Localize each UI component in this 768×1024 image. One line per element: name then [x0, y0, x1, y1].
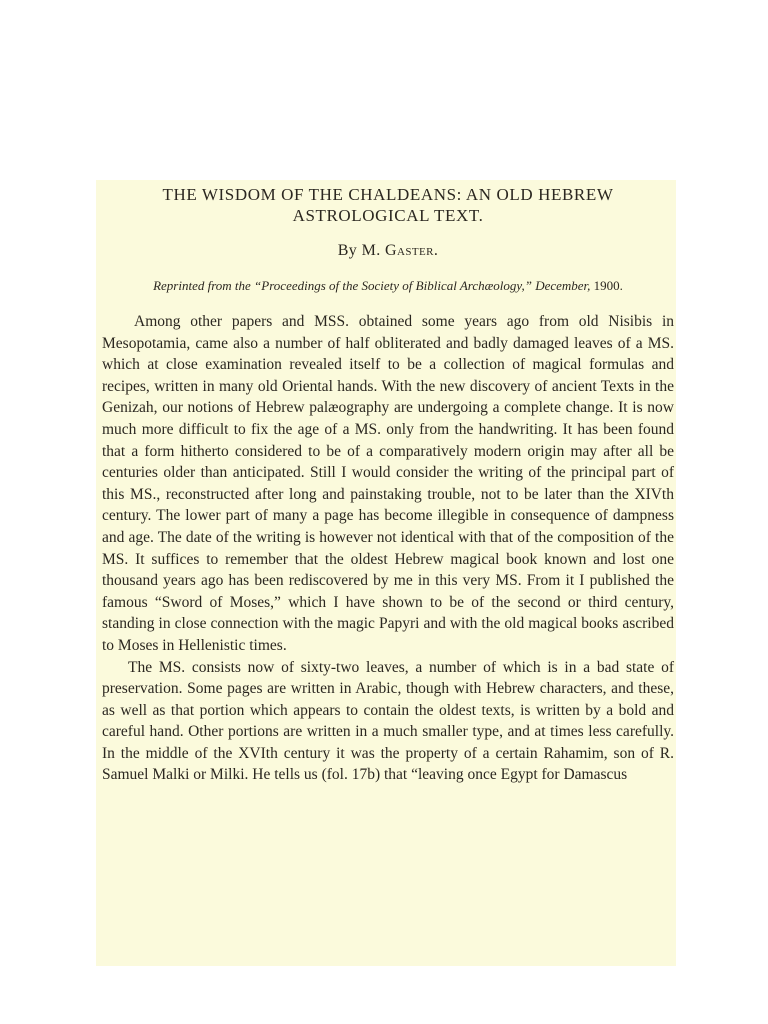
article-title [102, 184, 674, 226]
reprint-note [102, 276, 674, 295]
title-line-1: THE WISDOM OF THE CHALDEANS: AN OLD HEBREW [162, 185, 614, 204]
title-line-2: ASTROLOGICAL TEXT. [292, 206, 484, 225]
byline [102, 242, 674, 260]
reprint-source: Reprinted from the “Proceedings of the Society of Biblical Archæology,” December, [153, 278, 591, 293]
paragraph-1: Among other papers and MSS. obtained some years ago from old Nisibis in Mesopotamia, came also a number of half obliterated and badly damaged leaves of a MS. which at close examination revealed itself to be a collection of magical formulas and recipes, written in many old Oriental hands. With the new discovery of ancient Texts in the Genizah, our notions of Hebrew palæography are undergoing a complete change. It is now much more difficult to fix the age of a MS. only from the handwriting. It has been found that a form hitherto considered to be of a comparatively modern origin may after all be centuries older than anticipated. Still I would consider the writing of the principal part of this MS., reconstructed after long and painstaking trouble, not to be later than the XIVth century. The lower part of many a page has become illegible in consequence of dampness and age. The date of the writing is however not identical with that of the composition of the MS. It suffices to remember that the oldest Hebrew magical book known and lost one thousand years ago has been rediscovered by me in this very MS. From it I published the famous “Sword of Moses,” which I have shown to be of the second or third century, standing in close connection with the magic Papyri and with the old magical books ascribed to Moses in Hellenistic times. [102, 313, 674, 654]
author-name: Gaster. [385, 242, 439, 259]
scanned-page [96, 180, 676, 966]
article-body [102, 311, 674, 786]
paragraph-2: The MS. consists now of sixty-two leaves, a number of which is in a bad state of preservation. Some pages are written in Arabic, though with Hebrew characters, and these, as well as that portion which appears to contain the oldest texts, is written by a bold and careful hand. Other portions are written in a much smaller type, and at times less carefully. In the middle of the XVIth century it was the property of a certain Rahamim, son of R. Samuel Malki or Milki. He tells us (fol. 17b) that “leaving once Egypt for Damascus [102, 658, 674, 784]
byline-prefix: By M. [337, 242, 381, 259]
reprint-year: 1900. [593, 278, 623, 293]
